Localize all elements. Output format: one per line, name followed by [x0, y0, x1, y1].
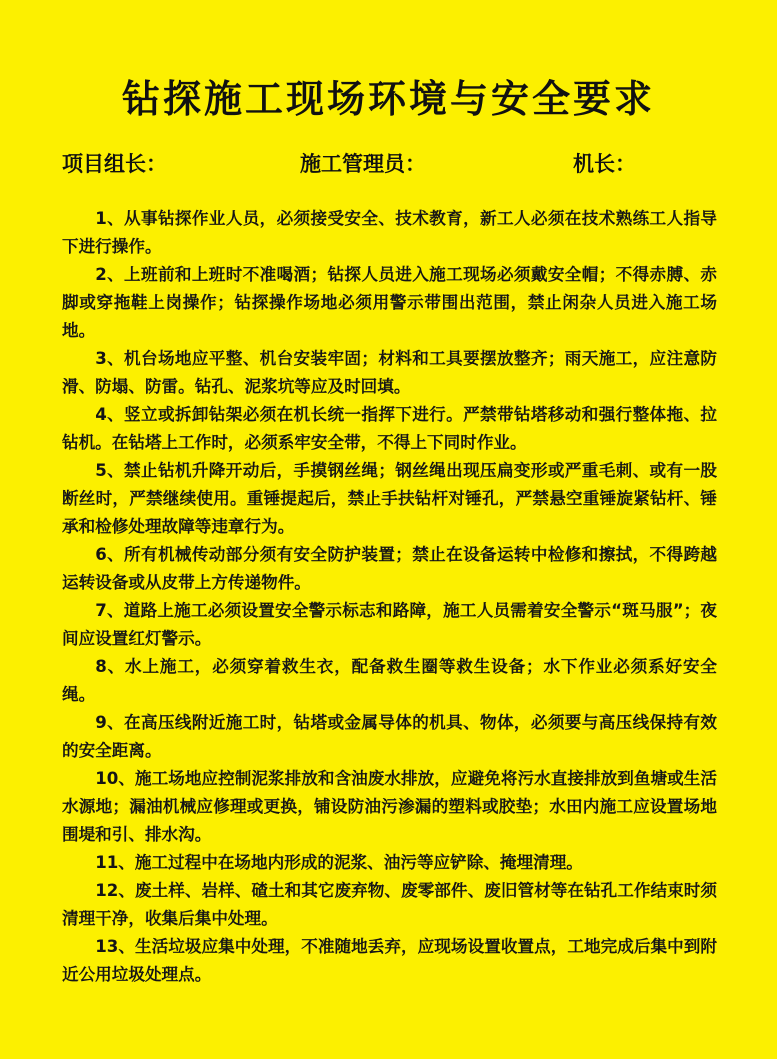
project-leader-label: 项目组长： [62, 152, 167, 176]
rule-item: 2、上班前和上班时不准喝酒；钻探人员进入施工现场必须戴安全帽；不得赤膊、赤脚或穿拖鞋上岗操作；钻探操作场地必须用警示带围出范围，禁止闲杂人员进入施工场地。 [62, 265, 717, 340]
rule-item: 5、禁止钻机升降开动后，手摸钢丝绳；钢丝绳出现压扁变形或严重毛刺、或有一股断丝时，严禁继续使用。重锤提起后，禁止手扶钻杆对锤孔，严禁悬空重锤旋紧钻杆、锤承和检修处理故障等违章行为。 [62, 461, 717, 536]
rule-item: 1、从事钻探作业人员，必须接受安全、技术教育，新工人必须在技术熟练工人指导下进行操作。 [62, 209, 717, 256]
rule-item: 9、在高压线附近施工时，钻塔或金属导体的机具、物体，必须要与高压线保持有效的安全距离。 [62, 713, 717, 760]
rule-item: 12、废土样、岩样、碴土和其它废弃物、废零部件、废旧管材等在钻孔工作结束时须清理干净，收集后集中处理。 [62, 881, 717, 928]
rule-item: 8、水上施工，必须穿着救生衣，配备救生圈等救生设备；水下作业必须系好安全绳。 [62, 657, 717, 704]
rule-item: 7、道路上施工必须设置安全警示标志和路障，施工人员需着安全警示“斑马服”；夜间应设置红灯警示。 [62, 601, 717, 648]
page-title: 钻探施工现场环境与安全要求 [121, 77, 655, 121]
signatory-row [0, 148, 777, 178]
rule-item: 13、生活垃圾应集中处理，不准随地丢弃，应现场设置收置点，工地完成后集中到附近公用垃圾处理点。 [62, 937, 717, 984]
rule-item: 3、机台场地应平整、机台安装牢固；材料和工具要摆放整齐；雨天施工，应注意防滑、防塌、防雷。钻孔、泥浆坑等应及时回填。 [62, 349, 717, 396]
rule-item: 4、竖立或拆卸钻架必须在机长统一指挥下进行。严禁带钻塔移动和强行整体拖、拉钻机。在钻塔上工作时，必须系牢安全带，不得上下同时作业。 [62, 405, 717, 452]
rig-captain-label: 机长： [573, 152, 636, 176]
construction-admin-label: 施工管理员： [300, 152, 426, 176]
rule-item: 10、施工场地应控制泥浆排放和含油废水排放，应避免将污水直接排放到鱼塘或生活水源地；漏油机械应修理或更换，铺设防油污渗漏的塑料或胶垫；水田内施工应设置场地围堤和引、排水沟。 [62, 769, 717, 844]
rules-list [62, 205, 717, 989]
rule-item: 11、施工过程中在场地内形成的泥浆、油污等应铲除、掩埋清理。 [95, 853, 583, 872]
rule-item: 6、所有机械传动部分须有安全防护装置；禁止在设备运转中检修和擦拭，不得跨越运转设备或从皮带上方传递物件。 [62, 545, 717, 592]
